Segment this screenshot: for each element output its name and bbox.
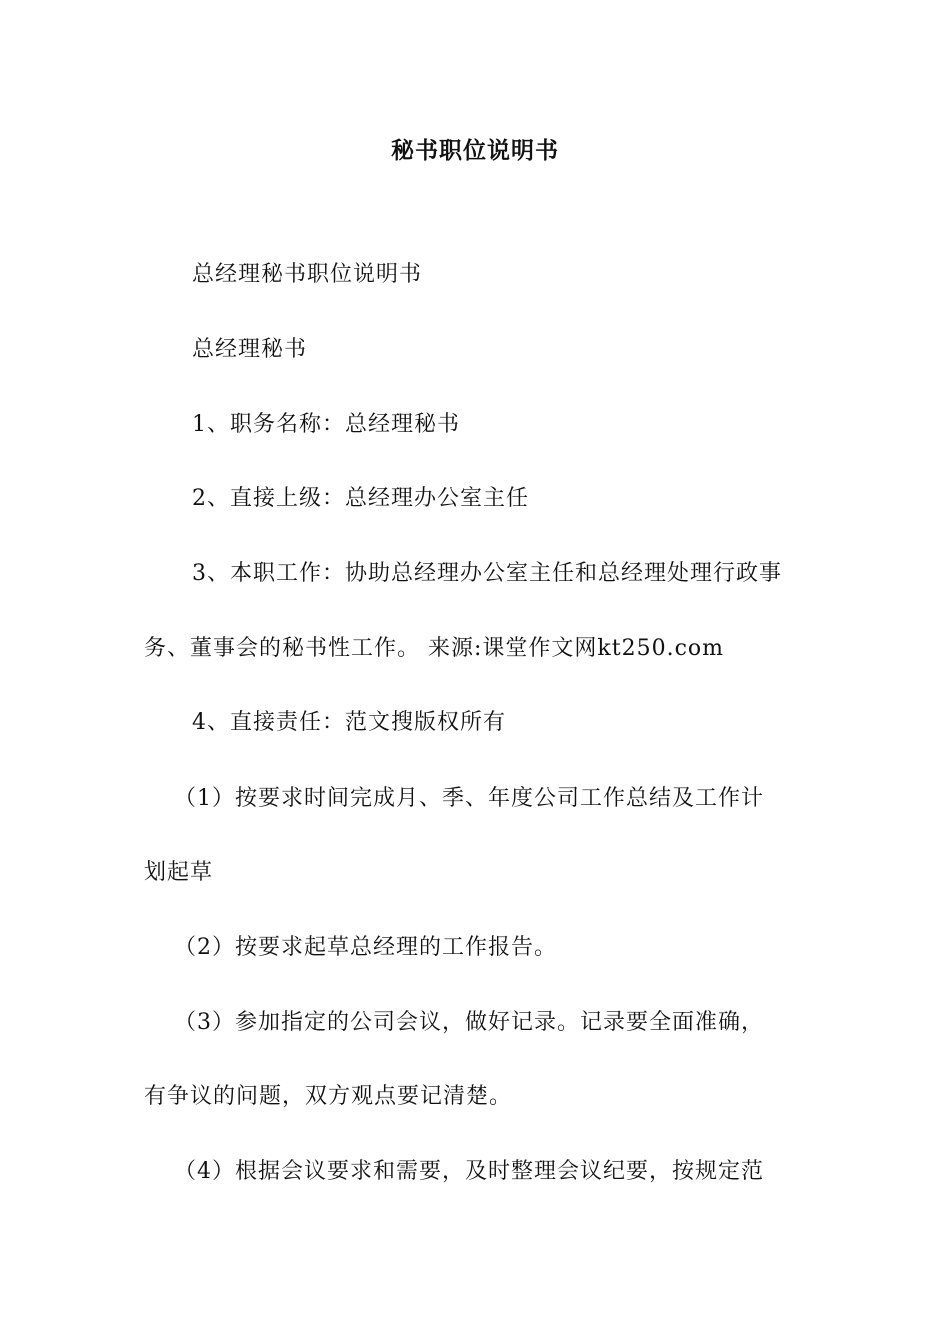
paragraph-line: 3、本职工作：协助总经理办公室主任和总经理处理行政事 — [192, 561, 782, 586]
paragraph-line: 1、职务名称：总经理秘书 — [192, 412, 460, 437]
paragraph-line: （2）按要求起草总经理的工作报告。 — [174, 935, 557, 960]
paragraph-line: 2、直接上级：总经理办公室主任 — [192, 486, 529, 511]
paragraph-line: 划起草 — [144, 860, 214, 885]
paragraph-line: （1）按要求时间完成月、季、年度公司工作总结及工作计 — [174, 786, 764, 811]
paragraph-line: （3）参加指定的公司会议，做好记录。记录要全面准确， — [174, 1010, 764, 1035]
document-title: 秘书职位说明书 — [391, 137, 559, 164]
paragraph-line: 4、直接责任：范文搜版权所有 — [192, 710, 506, 735]
paragraph-line: （4）根据会议要求和需要，及时整理会议纪要，按规定范 — [174, 1159, 764, 1184]
paragraph-line: 总经理秘书 — [192, 337, 308, 362]
paragraph-line: 务、董事会的秘书性工作。 来源:课堂作文网kt250.com — [144, 636, 724, 661]
paragraph-line: 有争议的问题，双方观点要记清楚。 — [144, 1084, 513, 1109]
paragraph-line: 总经理秘书职位说明书 — [192, 262, 423, 287]
